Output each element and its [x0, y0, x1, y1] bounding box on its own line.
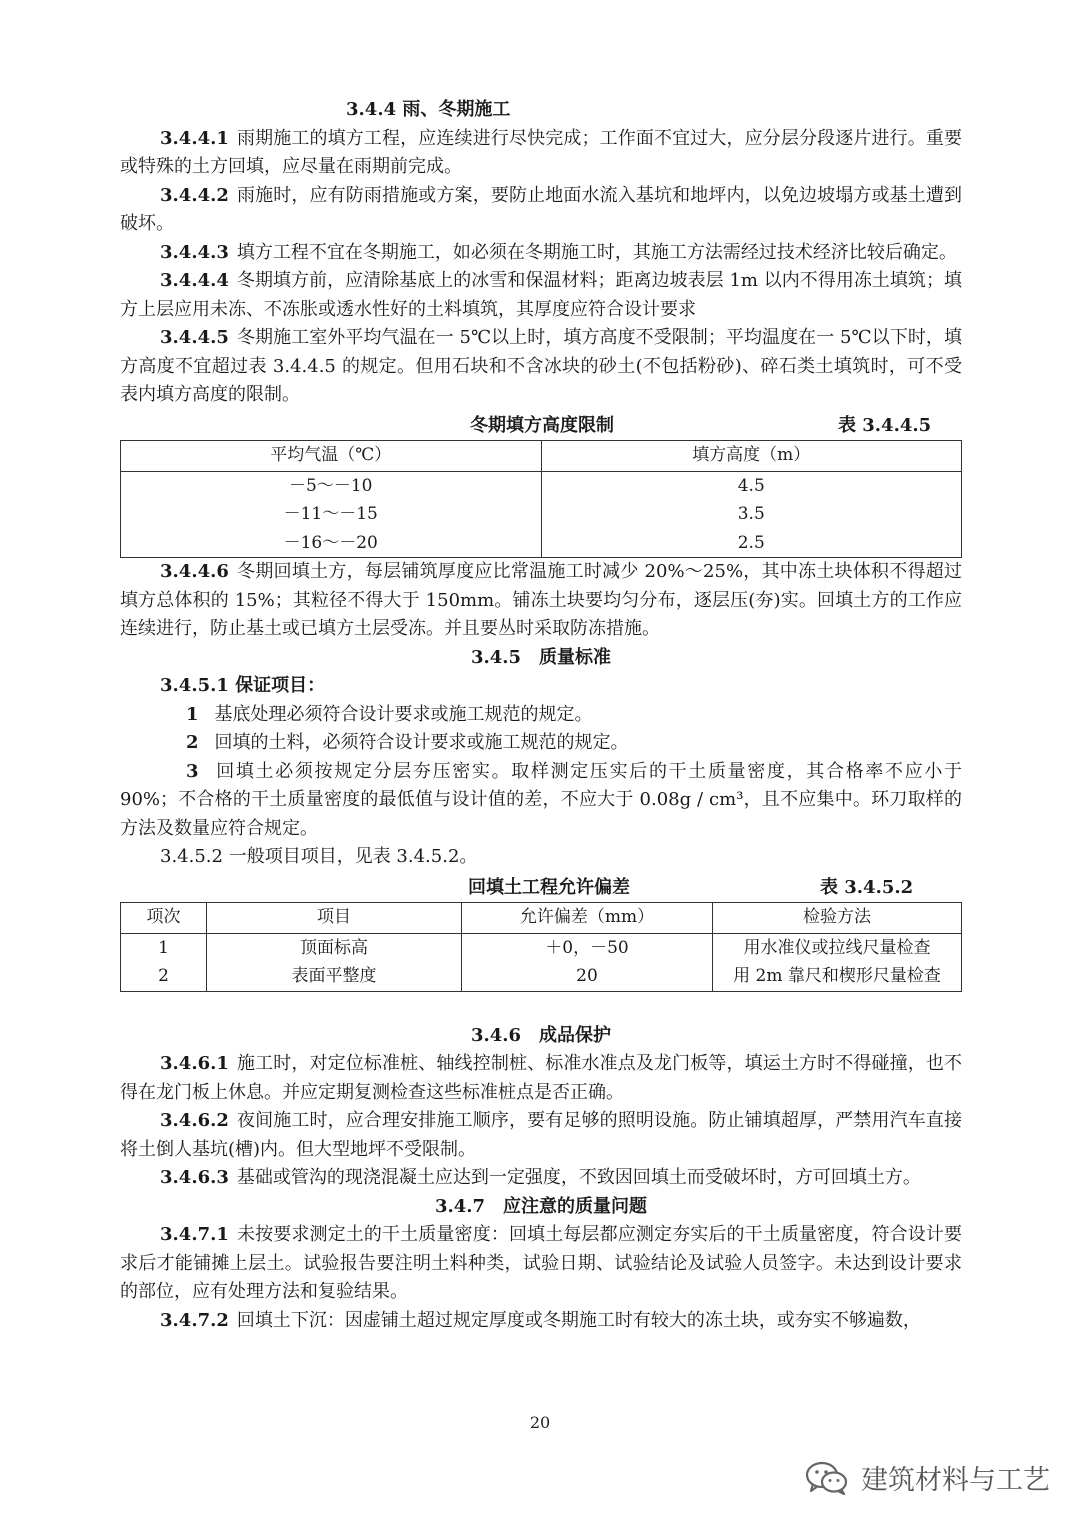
- table-cell: －11～－15: [121, 500, 542, 529]
- clause-text: 回填土下沉：因虚铺土超过规定厚度或冬期施工时有较大的冻土块，或夯实不够遍数，: [236, 1309, 921, 1331]
- list-item: [120, 729, 962, 758]
- table-header-row: [121, 902, 962, 933]
- page-number: 20: [529, 1413, 551, 1432]
- paragraph-3471: [120, 1221, 962, 1307]
- paragraph-3444: [120, 267, 962, 324]
- section-heading-344: 3.4.4 雨、冬期施工: [346, 99, 511, 120]
- table-cell: 顶面标高: [207, 933, 462, 962]
- wechat-icon: [805, 1461, 849, 1495]
- table-cell: ＋0，－50: [462, 933, 713, 962]
- paragraph-3441: [120, 125, 962, 182]
- watermark-text: 建筑材料与工艺: [861, 1465, 1050, 1496]
- paragraph-3461: [120, 1050, 962, 1107]
- table-cell: －5～－10: [121, 471, 542, 500]
- item-text: 基底处理必须符合设计要求或施工规范的规定。: [214, 703, 593, 725]
- clause-number: 3.4.6.2: [160, 1110, 229, 1131]
- table-cell: 20: [462, 962, 713, 991]
- table-row: [121, 933, 962, 962]
- backfill-tolerance-table: [120, 902, 962, 992]
- clause-text: 冬期回填土方，每层铺筑厚度应比常温施工时减少 20%～25%，其中冻土块体积不得超过填方总体积的 15%；其粒径不得大于 150mm。铺冻土块要均匀分布，逐层压(夯)实。回填土方的工作应连续进行，防止基土或已填方土层受冻。并且要丛时采取防冻措施。: [120, 561, 962, 639]
- paragraph-3463: [120, 1164, 962, 1193]
- table-title: 回填土工程允许偏差: [468, 876, 630, 898]
- clause-number: 3.4.4.1: [160, 127, 229, 149]
- table-cell: 2.5: [541, 529, 962, 558]
- clause-text: 基础或管沟的现浇混凝土应达到一定强度，不致因回填土而受破坏时，方可回填土方。: [236, 1167, 921, 1188]
- paragraph-3462: [120, 1107, 962, 1164]
- subheading-3451: 3.4.5.1 保证项目：: [160, 675, 326, 696]
- column-header: 平均气温（℃）: [121, 440, 542, 471]
- item-text: 回填的土料，必须符合设计要求或施工规范的规定。: [214, 732, 629, 753]
- clause-text: 雨期施工的填方工程，应连续进行尽快完成；工作面不宜过大，应分层分段逐片进行。重要或特殊的土方回填，应尽量在雨期前完成。: [120, 127, 962, 177]
- column-header: 允许偏差（mm）: [462, 902, 713, 933]
- section-heading-347: 3.4.7 应注意的质量问题: [434, 1195, 648, 1217]
- table-cell: 2: [121, 962, 207, 991]
- section-heading-346: 3.4.6 成品保护: [470, 1024, 612, 1046]
- clause-number: 3.4.4.5: [160, 327, 229, 348]
- item-number: 2: [186, 732, 199, 753]
- clause-number: 3.4.7.1: [160, 1224, 229, 1245]
- paragraph-3442: [120, 182, 962, 239]
- table-title: 冬期填方高度限制: [470, 414, 614, 436]
- item-number: 1: [186, 703, 199, 725]
- clause-text: 施工时，对定位标准桩、轴线控制桩、标准水准点及龙门板等，填运土方时不得碰撞，也不得在龙门板上休息。并应定期复测检查这些标准桩点是否正确。: [120, 1053, 962, 1103]
- paragraph-3443: [120, 239, 962, 268]
- table-cell: 表面平整度: [207, 962, 462, 991]
- table-row: [121, 500, 962, 529]
- table-number: 表 3.4.5.2: [820, 876, 914, 898]
- spacer: [120, 992, 962, 1022]
- table-cell: 1: [121, 933, 207, 962]
- table-row: [121, 962, 962, 991]
- table-caption-3445: [120, 412, 962, 440]
- clause-number: 3.4.7.2: [160, 1309, 229, 1331]
- table-cell: 用水准仪或拉线尺量检查: [713, 933, 962, 962]
- document-body: [120, 96, 962, 1335]
- column-header: 项目: [207, 902, 462, 933]
- paragraph-3446: [120, 558, 962, 644]
- subheading-3452: 3.4.5.2 一般项目项目，见表 3.4.5.2。: [160, 846, 478, 867]
- column-header: 项次: [121, 902, 207, 933]
- table-cell: 3.5: [541, 500, 962, 529]
- item-text: 回填土必须按规定分层夯压密实。取样测定压实后的干土质量密度，其合格率不应小于 90%；不合格的干土质量密度的最低值与设计值的差，不应大于 0.08g / cm³，且不应集中。环刀取样的方法及数量应符合规定。: [120, 760, 962, 839]
- list-item: [120, 758, 962, 844]
- table-row: [121, 529, 962, 558]
- table-header-row: [121, 440, 962, 471]
- item-number: 3: [186, 760, 199, 782]
- clause-text: 未按要求测定土的干土质量密度：回填土每层都应测定夯实后的干土质量密度，符合设计要求后才能铺摊上层土。试验报告要注明土料种类，试验日期、试验结论及试验人员签字。未达到设计要求的部位，应有处理方法和复验结果。: [120, 1224, 962, 1302]
- section-heading-345: 3.4.5 质量标准: [470, 646, 612, 668]
- table-cell: 用 2m 靠尺和楔形尺量检查: [713, 962, 962, 991]
- table-number: 表 3.4.4.5: [838, 414, 932, 436]
- clause-text: 夜间施工时，应合理安排施工顺序，要有足够的照明设施。防止铺填超厚，严禁用汽车直接将土倒人基坑(槽)内。但大型地坪不受限制。: [120, 1110, 962, 1160]
- clause-number: 3.4.4.4: [160, 270, 229, 291]
- paragraph-3472: [120, 1307, 962, 1336]
- clause-text: 雨施时，应有防雨措施或方案，要防止地面水流入基坑和地坪内，以免边坡塌方或基土遭到破坏。: [120, 184, 962, 234]
- table-row: [121, 471, 962, 500]
- paragraph-3445: [120, 324, 962, 410]
- table-cell: 4.5: [541, 471, 962, 500]
- watermark: [805, 1458, 1050, 1497]
- clause-number: 3.4.4.2: [160, 184, 229, 206]
- clause-number: 3.4.6.1: [160, 1053, 229, 1074]
- winter-fill-height-table: [120, 440, 962, 559]
- clause-number: 3.4.6.3: [160, 1167, 229, 1188]
- clause-number: 3.4.4.6: [160, 561, 229, 582]
- table-caption-3452: [120, 874, 962, 902]
- clause-number: 3.4.4.3: [160, 241, 229, 263]
- table-cell: －16～－20: [121, 529, 542, 558]
- clause-text: 冬期填方前，应清除基底上的冰雪和保温材料；距离边坡表层 1m 以内不得用冻土填筑；填方上层应用未冻、不冻胀或透水性好的土料填筑，其厚度应符合设计要求: [120, 270, 962, 320]
- clause-text: 填方工程不宜在冬期施工，如必须在冬期施工时，其施工方法需经过技术经济比较后确定。: [236, 241, 957, 263]
- column-header: 填方高度（m）: [541, 440, 962, 471]
- list-item: [120, 701, 962, 730]
- column-header: 检验方法: [713, 902, 962, 933]
- clause-text: 冬期施工室外平均气温在一 5℃以上时，填方高度不受限制；平均温度在一 5℃以下时，填方高度不宜超过表 3.4.4.5 的规定。但用石块和不含冰块的砂土(不包括粉砂)、碎石类土填筑时，可不受表内填方高度的限制。: [120, 327, 962, 405]
